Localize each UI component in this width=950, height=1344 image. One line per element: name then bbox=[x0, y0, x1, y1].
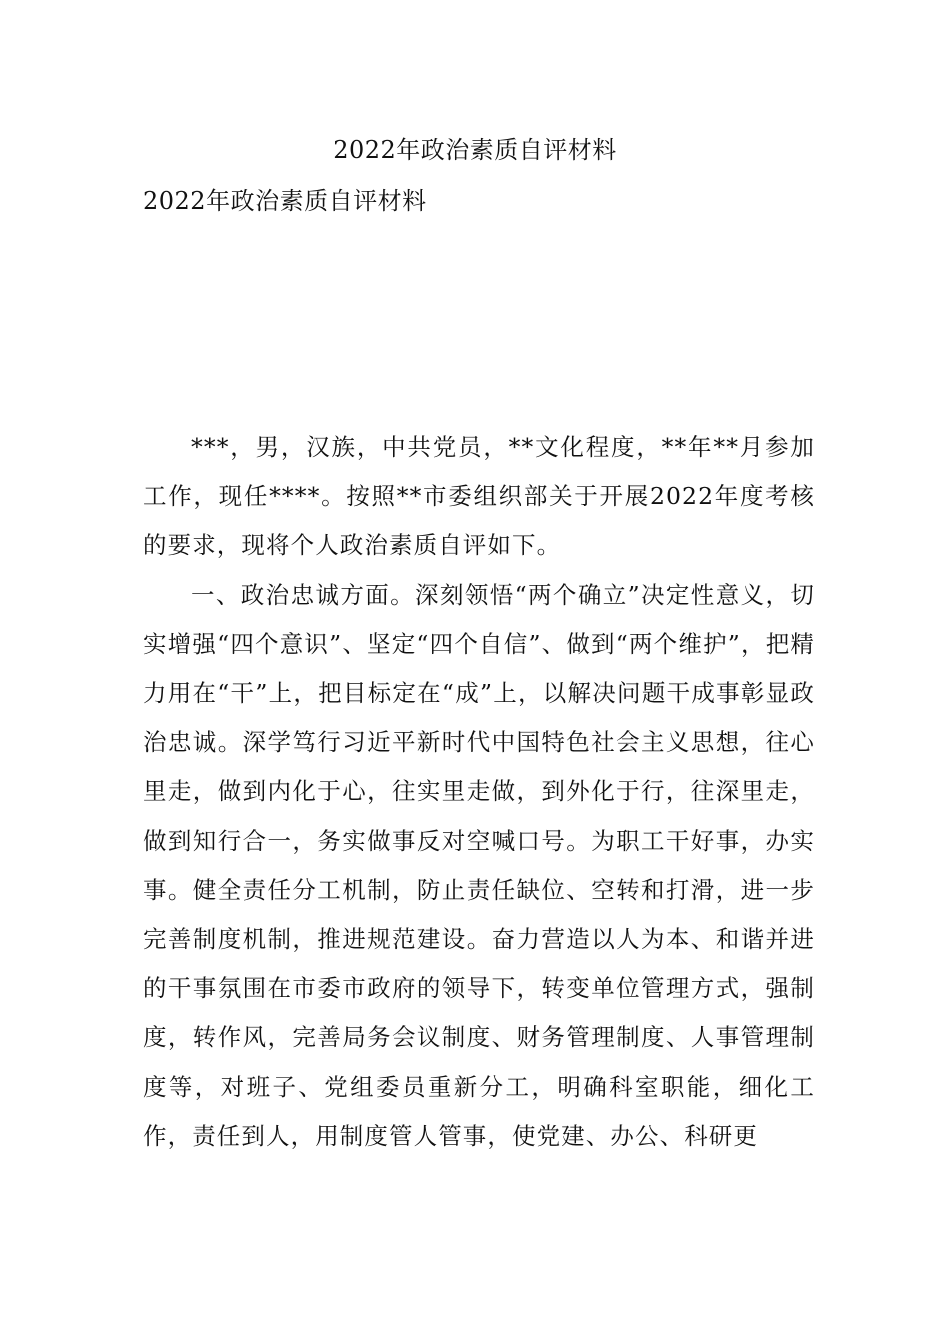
paragraph-intro: ***，男，汉族，中共党员，**文化程度，**年**月参加工作，现任****。按照**市委组织部关于开展2022年度考核的要求，现将个人政治素质自评如下。 bbox=[143, 433, 815, 560]
document-title: 2022年政治素质自评材料 bbox=[333, 136, 617, 164]
paragraph-political-loyalty: 一、政治忠诚方面。深刻领悟“两个确立”决定性意义，切实增强“四个意识”、坚定“四个自信”、做到“两个维护”，把精力用在“干”上，把目标定在“成”上，以解决问题干成事彰显政治忠诚。深学笃行习近平新时代中国特色社会主义思想，往心里走，做到内化于心，往实里走做，到外化于行，往深里走，做到知行合一，务实做事反对空喊口号。为职工干好事，办实事。健全责任分工机制，防止责任缺位、空转和打滑，进一步完善制度机制，推进规范建设。奋力营造以人为本、和谐并进的干事氛围在市委市政府的领导下，转变单位管理方式，强制度，转作风，完善局务会议制度、财务管理制度、人事管理制度等，对班子、党组委员重新分工，明确科室职能，细化工作，责任到人，用制度管人管事，使党建、办公、科研更 bbox=[143, 580, 815, 1150]
document-subtitle: 2022年政治素质自评材料 bbox=[143, 187, 427, 215]
document-body bbox=[143, 423, 815, 1161]
